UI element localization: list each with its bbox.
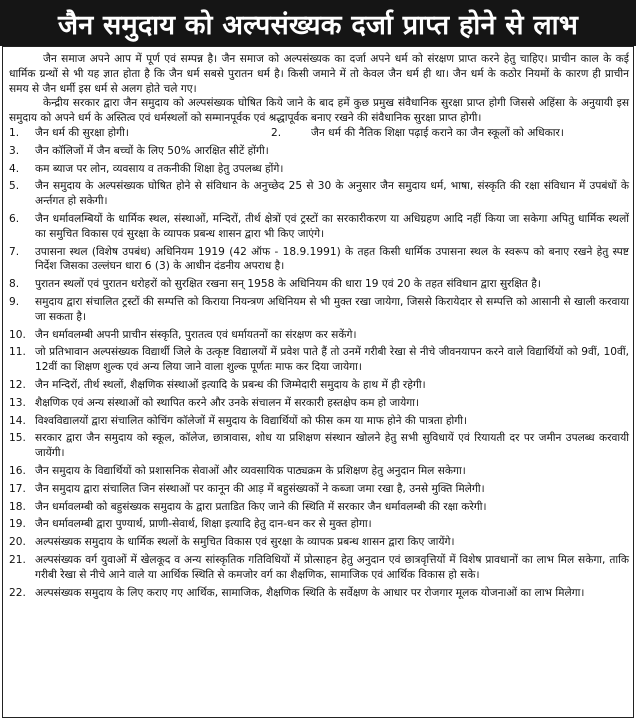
list-item-number: 11. (9, 346, 26, 359)
benefits-list (9, 126, 629, 600)
list-item-14 (9, 414, 629, 429)
list-item-number: 1. (9, 126, 20, 139)
list-item-number: 12. (9, 378, 26, 391)
list-item-number: 6. (9, 212, 20, 225)
list-item-number: 19. (9, 518, 26, 531)
list-item-number: 20. (9, 536, 26, 549)
list-item-text: जैन धर्म की नैतिक शिक्षा पढ़ाई कराने का जैन स्कूलों को अधिकार। (311, 126, 564, 139)
list-item-13 (9, 396, 629, 411)
list-item-text: अल्पसंख्यक समुदाय के लिए कराए गए आर्थिक, सामाजिक, शैक्षणिक स्थिति के सर्वेक्षण के आधार पर रोजगार मूलक योजनाओं का लाभ मिलेगा। (35, 586, 585, 599)
list-item-number: 13. (9, 396, 26, 409)
list-item-number: 5. (9, 180, 20, 193)
list-item-text: सरकार द्वारा जैन समुदाय को स्कूल, कॉलेज, छात्रावास, शोध या प्रशिक्षण संस्थान खोलने हेतु सभी सुविधायें एवं रियायती दर पर जमीन उपलब्ध करवायी जायेंगी। (35, 432, 629, 460)
list-item-text: अल्पसंख्यक समुदाय के धार्मिक स्थलों के समुचित विकास एवं सुरक्षा के व्यापक प्रबन्ध शासन द्वारा किए जायेंगे। (35, 536, 455, 549)
list-item-number: 16. (9, 464, 26, 477)
document-body (3, 49, 633, 716)
list-item-11 (9, 345, 629, 375)
list-item-22 (9, 586, 629, 601)
list-item-text: जैन धर्मावलम्बी अपनी प्राचीन संस्कृति, पुरातत्व एवं धर्मायतनों का संरक्षण कर सकेंगे। (35, 328, 357, 341)
list-item-number: 3. (9, 144, 20, 157)
intro-paragraph-2: केन्द्रीय सरकार द्वारा जैन समुदाय को अल्पसंख्यक घोषित किये जाने के बाद हमें कुछ प्रमुख संवैधानिक सुरक्षा प्राप्त होगी जिससे अहिंसा के अनुयायी इस समुदाय को अपने धर्म के अस्तित्व एवं धर्मस्थलों को सम्मानपूर्वक एवं श्रद्धापूर्वक बनाए रखने की संवैधानिक सुरक्षा प्राप्त होगी। (9, 97, 629, 125)
list-item-number: 14. (9, 414, 26, 427)
list-item-number: 21. (9, 553, 26, 566)
list-item-text: जैन कॉलिजों में जैन बच्चों के लिए 50% आरक्षित सीटें होंगी। (35, 144, 269, 157)
list-item-text: जैन धर्मावलम्बी द्वारा पुण्यार्थ, प्राणी-सेवार्थ, शिक्षा इत्यादि हेतु दान-धन कर से मुक्त होगा। (35, 518, 372, 531)
page-title: जैन समुदाय को अल्पसंख्यक दर्जा प्राप्त होने से लाभ (0, 0, 636, 46)
list-item-16 (9, 464, 629, 479)
list-item-number: 8. (9, 278, 20, 291)
list-item-text: जो प्रतिभावान अल्पसंख्यक विद्यार्थी जिले के उत्कृष्ट विद्यालयों में प्रवेश पाते हैं तो उनमें गरीबी रेखा से नीचे जीवनयापन करने वाले विद्यार्थियों को 9वीं, 10वीं, 12वीं का शिक्षण शुल्क एवं अन्य लिया जाने वाला शुल्क पूर्णतः माफ कर दिया जायेगा। (35, 346, 629, 374)
list-item-number: 9. (9, 295, 20, 308)
list-item-text: विश्वविद्यालयों द्वारा संचालित कोचिंग कॉलेजों में समुदाय के विद्यार्थियों को फीस कम या माफ होने की पात्रता होगी। (35, 414, 467, 427)
list-item-12 (9, 378, 629, 393)
list-item-text: जैन समुदाय के अल्पसंख्यक घोषित होने से संविधान के अनुच्छेद 25 से 30 के अनुसार जैन समुदाय धर्म, भाषा, संस्कृति की रक्षा संविधान में उपबंधों के अर्न्तगत हो सकेगी। (35, 180, 629, 208)
list-item-text: जैन धर्मावलम्बी को बहुसंख्यक समुदाय के द्वारा प्रताडित किए जाने की स्थिति में सरकार जैन धर्मावलम्बी की रक्षा करेगी। (35, 500, 487, 513)
list-item-4 (9, 162, 629, 177)
list-item-9 (9, 295, 629, 325)
list-item-10 (9, 328, 629, 343)
list-item-text: जैन समुदाय द्वारा संचालित जिन संस्थाओं पर कानून की आड़ में बहुसंख्यकों ने कब्जा जमा रखा है, उनसे मुक्ति मिलेगी। (35, 482, 485, 495)
list-item-19 (9, 517, 629, 532)
list-item-text: पुरातन स्थलों एवं पुरातन धरोहरों को सुरक्षित रखना सन् 1958 के अधिनियम की धारा 19 एवं 20 के तहत संविधान द्वारा सुरक्षित है। (35, 278, 541, 291)
list-item-number: 7. (9, 245, 20, 258)
list-item-number: 18. (9, 500, 26, 513)
list-item-number: 15. (9, 432, 26, 445)
list-item-text: अल्पसंख्यक वर्ग युवाओं में खेलकूद व अन्य सांस्कृतिक गतिविधियों में प्रोत्साहन हेतु अनुदान एवं छात्रवृत्तियों में विशेष प्रावधानों का लाभ मिल सकेगा, ताकि गरीबी रेखा से नीचे आने वाले या आर्थिक स्थिति से कमजोर वर्ग का शैक्षणिक, सामाजिक एवं आर्थिक विकास हो सके। (35, 553, 629, 581)
list-item-8 (9, 277, 629, 292)
list-item-20 (9, 535, 629, 550)
list-item-text: जैन मन्दिरों, तीर्थ स्थलों, शैक्षणिक संस्थाओं इत्यादि के प्रबन्ध की जिम्मेदारी समुदाय के हाथ में ही रहेगी। (35, 378, 426, 391)
list-item-number: 4. (9, 162, 20, 175)
list-item-5 (9, 179, 629, 209)
list-item-21 (9, 553, 629, 583)
intro-paragraph-1: जैन समाज अपने आप में पूर्ण एवं सम्पन्न है। जैन समाज को अल्पसंख्यक का दर्जा अपने धर्म को संरक्षण प्राप्त करने हेतु चाहिए। प्राचीन काल के कई धार्मिक ग्रन्थों से भी यह ज्ञात होता है कि जैन धर्म सबसे पुरातन धर्म है। किसी जमाने में तो केवल जैन धर्म ही था। जैन धर्म के कठोर नियमों के कारण ही प्राचीन समय से जैन धर्मी इस धर्म से अलग होते चले गए। (9, 53, 629, 95)
list-item-text: उपासना स्थल (विशेष उपबंध) अधिनियम 1919 (42 ऑफ - 18.9.1991) के तहत किसी धार्मिक उपासना स्थल के स्वरूप को बनाए रखने हेतु स्पष्ट निर्देश जिसका उल्लंघन धारा 6 (3) के आधीन दंडनीय अपराध है। (35, 245, 629, 273)
list-item-17 (9, 482, 629, 497)
list-item-number: 22. (9, 586, 26, 599)
list-item-1 (9, 126, 629, 141)
list-item-6 (9, 212, 629, 242)
list-item-text: जैन धर्म की सुरक्षा होगी। (35, 126, 129, 139)
list-item-text: जैन समुदाय के विद्यार्थियों को प्रशासनिक सेवाओं और व्यवसायिक पाठ्यक्रम के प्रशिक्षण हेतु अनुदान मिल सकेगा। (35, 464, 466, 477)
list-item-number: 2. (271, 126, 282, 139)
list-item-7 (9, 245, 629, 275)
list-item-text: कम ब्याज पर लोन, व्यवसाय व तकनीकी शिक्षा हेतु उपलब्ध होंगे। (35, 162, 284, 175)
list-item-15 (9, 431, 629, 461)
list-item-text: जैन धर्मावलम्बियों के धार्मिक स्थल, संस्थाओं, मन्दिरों, तीर्थ क्षेत्रों एवं ट्रस्टों का सरकारीकरण या अधिग्रहण आदि नहीं किया जा सकेगा अपितु धार्मिक स्थलों का समुचित विकास एवं सुरक्षा के व्यापक प्रबन्ध शासन द्वारा भी किए जाएंगे। (35, 212, 629, 240)
list-item-number: 10. (9, 328, 26, 341)
list-item-number: 17. (9, 482, 26, 495)
list-item-text: शैक्षणिक एवं अन्य संस्थाओं को स्थापित करने और उनके संचालन में सरकारी हस्तक्षेप कम हो जायेगा। (35, 396, 419, 409)
list-item-3 (9, 144, 629, 159)
list-item-text: समुदाय द्वारा संचालित ट्रस्टों की सम्पत्ति को किराया नियन्त्रण अधिनियम से भी मुक्त रखा जायेगा, जिससे किरायेदार से सम्पत्ति को आसानी से खाली करवाया जा सकता है। (35, 295, 629, 323)
list-item-18 (9, 500, 629, 515)
